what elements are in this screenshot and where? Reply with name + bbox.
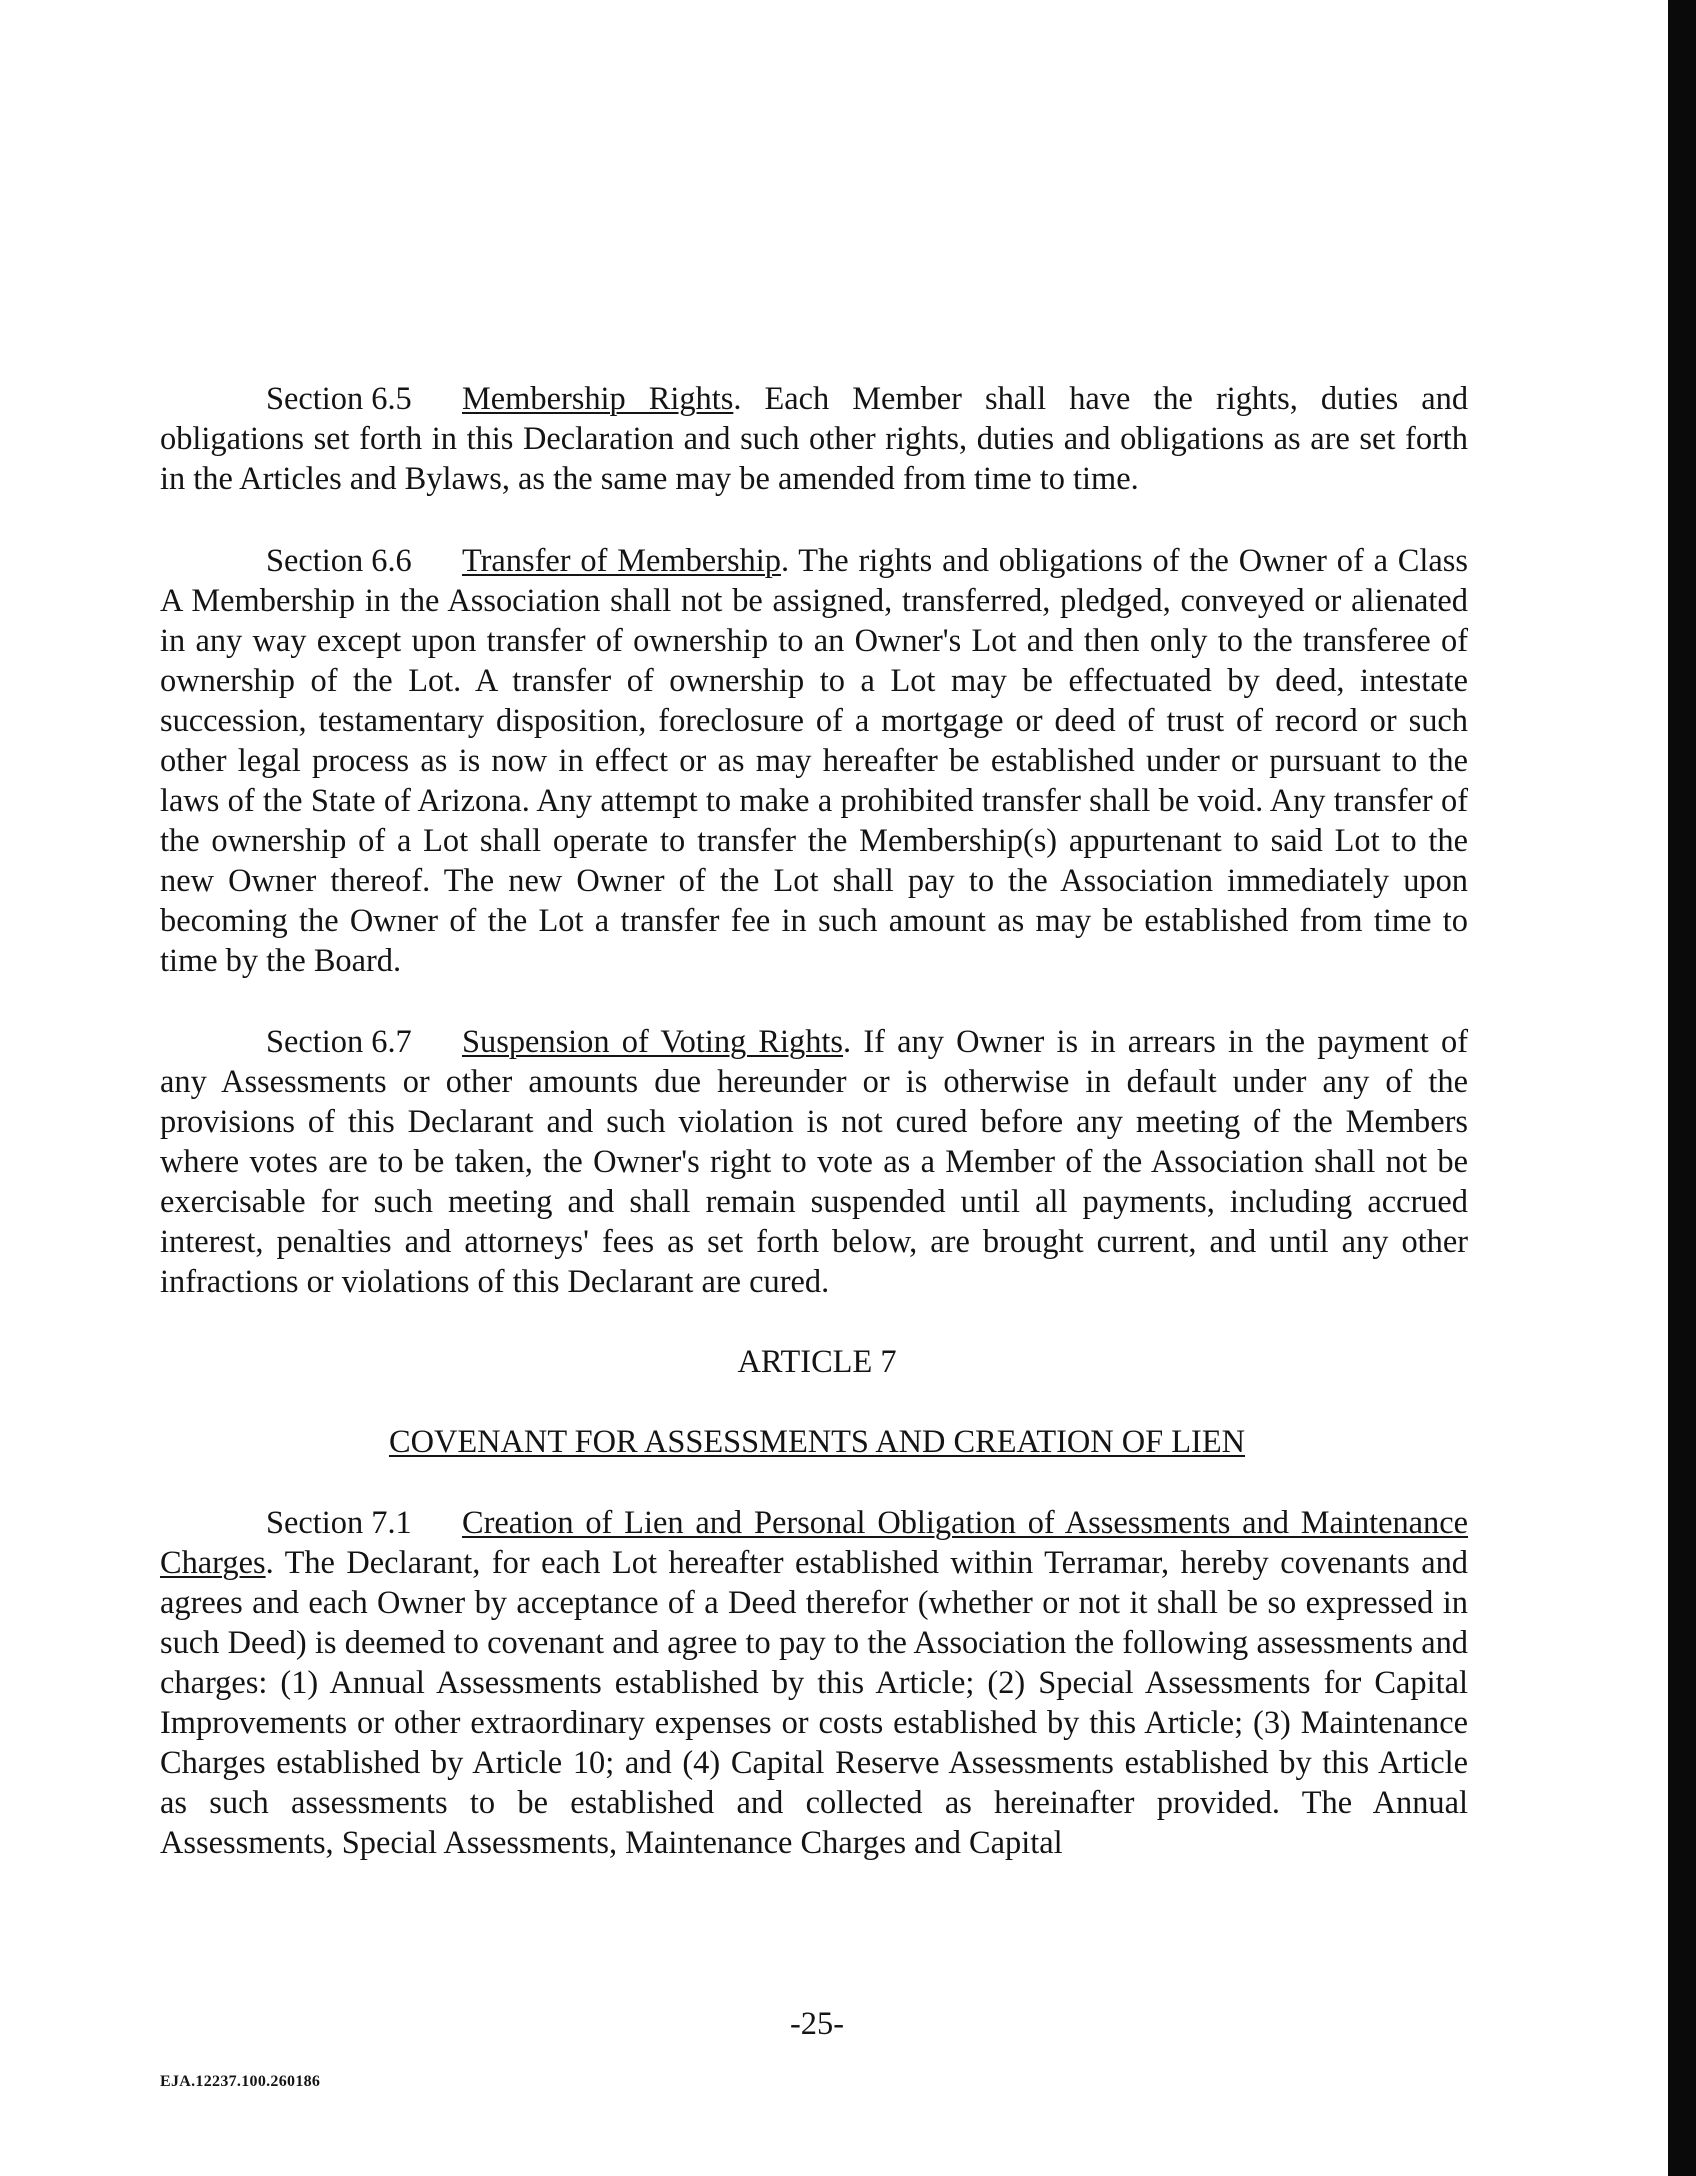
section-text: . The Declarant, for each Lot hereafter established within Terramar, hereby covenants and agrees and each Owner by acceptance of a Deed therefor (whether or not it shall be so expressed in such Deed) is deemed to covenant and agree to pay to the Association the following assessments and charges: (1) Annual Assessments established by this Article; (2) Special Assessments for Capital Improvements or other extraordinary expenses or costs established by this Article; (3) Maintenance Charges established by Article 10; and (4) Capital Reserve Assessments established by this Article as such assessments to be established and collected as hereinafter provided. The Annual Assessments, Special Assessments, Maintenance Charges and Capital <box>160 1545 1468 1861</box>
section-6-5-paragraph <box>160 379 1468 499</box>
section-7-1 <box>160 1503 1468 1863</box>
section-7-1-paragraph <box>160 1503 1468 1863</box>
section-caption: Membership Rights <box>462 381 734 417</box>
scan-edge-border <box>1668 0 1696 2176</box>
section-number: Section 6.7 <box>266 1024 412 1060</box>
section-text: . Each Member shall have the rights, duties and obligations set forth in this Declaration and such other rights, duties and obligations as are set forth in the Articles and Bylaws, as the same may be amended from time to time. <box>160 381 1469 497</box>
article-title: COVENANT FOR ASSESSMENTS AND CREATION OF LIEN <box>388 1424 1246 1460</box>
section-text: . The rights and obligations of the Owner of a Class A Membership in the Association shall not be assigned, transferred, pledged, conveyed or alienated in any way except upon transfer of ownership to an Owner's Lot and then only to the transferee of ownership of the Lot. A transfer of ownership to a Lot may be effectuated by deed, intestate succession, testamentary disposition, foreclosure of a mortgage or deed of trust of record or such other legal process as is now in effect or as may hereafter be established under or pursuant to the laws of the State of Arizona. Any attempt to make a prohibited transfer shall be void. Any transfer of the ownership of a Lot shall operate to transfer the Membership(s) appurtenant to said Lot to the new Owner thereof. The new Owner of the Lot shall pay to the Association immediately upon becoming the Owner of the Lot a transfer fee in such amount as may be established from time to time by the Board. <box>160 543 1468 979</box>
section-number: Section 6.6 <box>266 543 412 579</box>
section-number: Section 7.1 <box>266 1505 412 1541</box>
section-6-7-paragraph <box>160 1022 1468 1302</box>
document-id: EJA.12237.100.260186 <box>160 2073 321 2090</box>
section-6-5 <box>160 379 1468 499</box>
page-number: -25- <box>790 2006 844 2042</box>
article-number: ARTICLE 7 <box>737 1344 897 1380</box>
section-number: Section 6.5 <box>266 381 412 417</box>
section-6-6 <box>160 541 1468 981</box>
section-caption: Creation of Lien and Personal Obligation of Assessments and Maintenance Charges <box>160 1505 1468 1581</box>
section-caption: Suspension of Voting Rights <box>462 1024 844 1060</box>
section-6-7 <box>160 1022 1468 1302</box>
section-caption: Transfer of Membership <box>462 543 781 579</box>
section-text: . If any Owner is in arrears in the payment of any Assessments or other amounts due hereunder or is otherwise in default under any of the provisions of this Declarant and such violation is not cured before any meeting of the Members where votes are to be taken, the Owner's right to vote as a Member of the Association shall not be exercisable for such meeting and shall remain suspended until all payments, including accrued interest, penalties and attorneys' fees as set forth below, are brought current, and until any other infractions or violations of this Declarant are cured. <box>160 1024 1468 1300</box>
section-6-6-paragraph <box>160 541 1468 981</box>
